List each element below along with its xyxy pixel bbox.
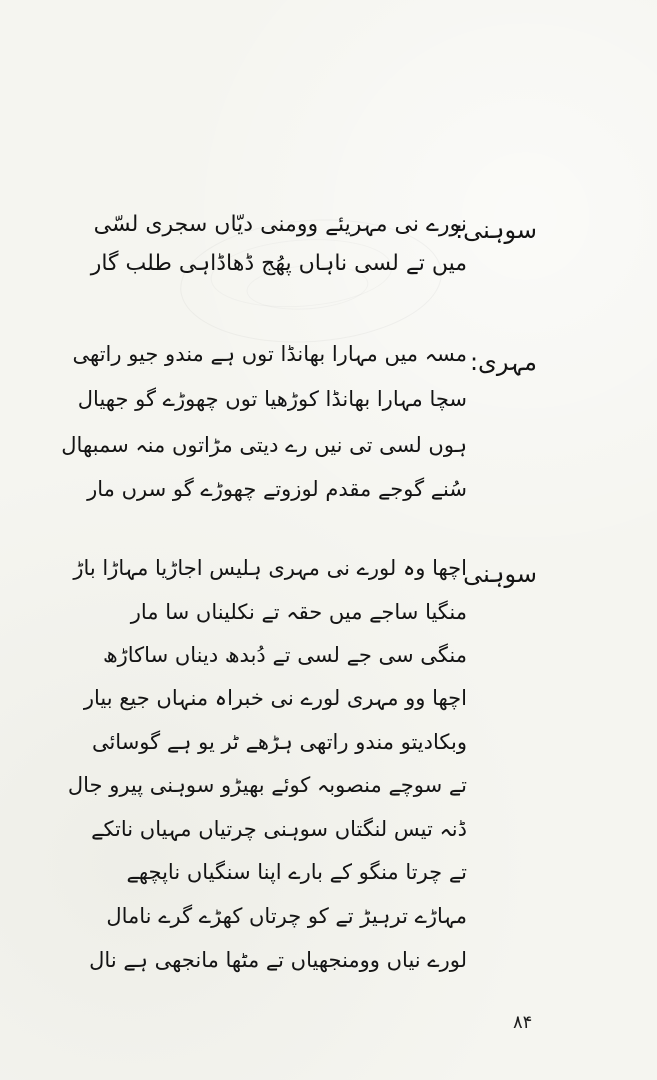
speaker-label: سوہنی: (455, 216, 537, 244)
verse-line: تے سوچے منصوبہ کوئے بھیڑو سوہنی پیرو جال (67, 773, 467, 797)
speaker-label: مہری: (469, 348, 537, 376)
verse-line: مسہ میں مہارا بھانڈا توں ہے مندو جیو راتھی (72, 342, 467, 366)
speaker-label: سوہنی (463, 560, 537, 588)
page-number: ۸۴ (513, 1012, 533, 1033)
verse-line: منگی سی جے لسی تے دُبدھ دیناں ساکاڑھ (102, 643, 467, 667)
verse-line: نورے نی مہریئے وومنی دیّاں سجری لسّی (93, 212, 467, 237)
verse-line: تے چرتا منگو کے بارے اپنا سنگیاں ناپچھے (126, 860, 467, 884)
verse-line: سچا مہارا بھانڈا کوڑھیا توں چھوڑے گو جھیال (77, 387, 467, 411)
verse-line: ہوں لسی تی نیں رے دیتی مڑاتوں منہ سمبھال (61, 433, 467, 457)
verse-line: ڈنہ تیس لنگتاں سوہنی چرتیاں مہیاں ناتکے (91, 817, 467, 841)
verse-line: میں تے لسی ناہاں پھُج ڈھاڈاہی طلب گار (90, 251, 467, 276)
verse-line: سُنے گوجے مقدم لوزوتے چھوڑے گو سرں مار (87, 477, 467, 501)
verse-line: اچھا وہ لورے نی مہری ہلیس اجاڑیا مہاڑا باڑ (73, 556, 467, 580)
verse-line: اچھا وو مہری لورے نی خبراہ منہاں جیع بیار (83, 686, 467, 710)
verse-line: منگیا ساجے میں حقہ تے نکلیناں سا مار (130, 600, 467, 624)
verse-line: مہاڑے ترہیڑ تے کو چرتاں کھڑے گرے نامال (106, 904, 467, 928)
verse-line: وبکادیتو مندو راتھی ہڑھے ٹر یو ہے گوسائی (91, 730, 467, 754)
verse-line: لورے نیاں وومنجھیاں تے مٹھا مانجھی ہے نال (89, 948, 467, 972)
